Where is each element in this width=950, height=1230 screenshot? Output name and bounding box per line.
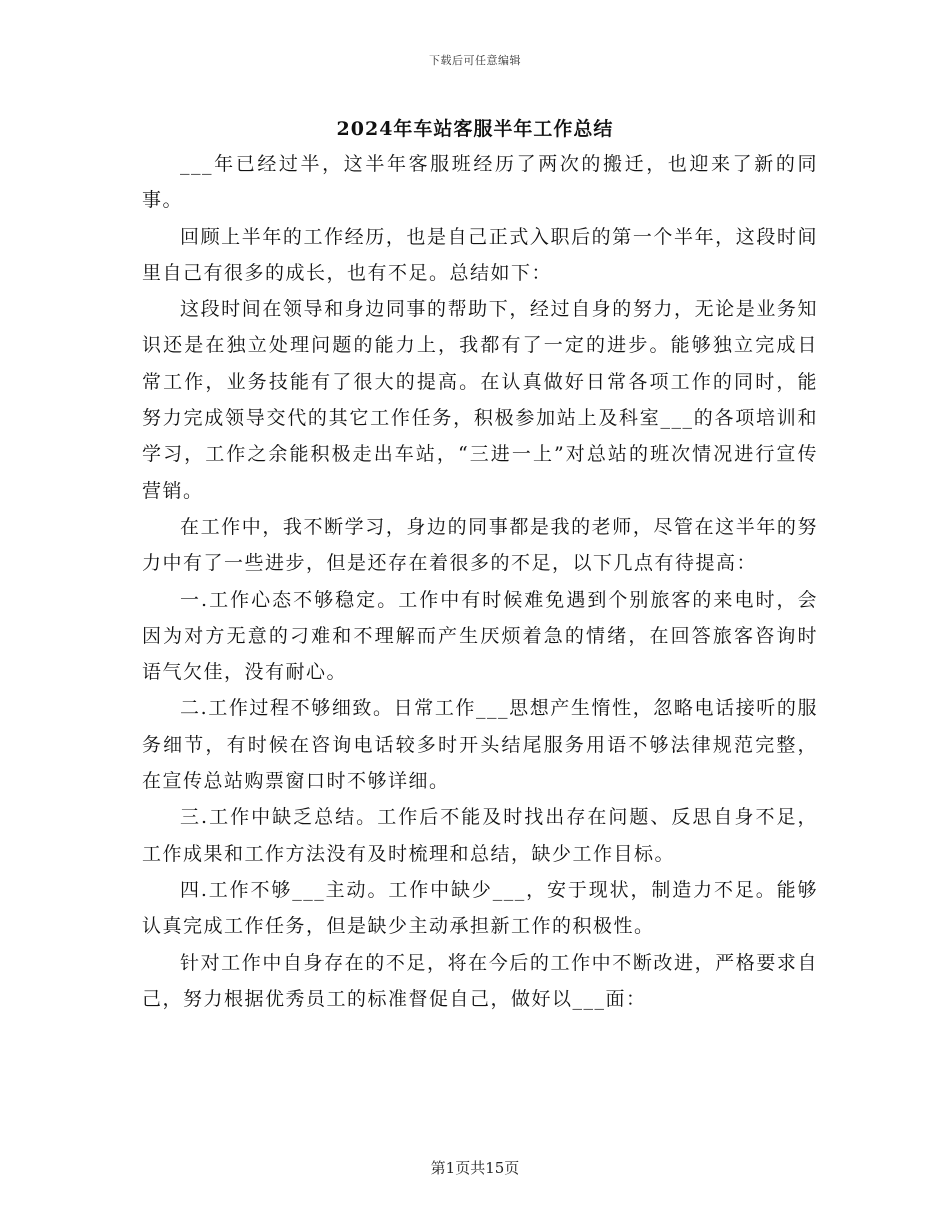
paragraph-3: 这段时间在领导和身边同事的帮助下，经过自身的努力，无论是业务知识还是在独立处理问题的能力上，我都有了一定的进步。能够独立完成日常工作，业务技能有了很大的提高。在认真做好日常各项工作的同时，能努力完成领导交代的其它工作任务，积极参加站上及科室___的各项培训和学习，工作之余能积极走出车站，“三进一上”对总站的班次情况进行宣传营销。 bbox=[142, 298, 818, 502]
document-title: 2024年车站客服半年工作总结 bbox=[336, 118, 614, 140]
paragraph-2: 回顾上半年的工作经历，也是自己正式入职后的第一个半年，这段时间里自己有很多的成长，也有不足。总结如下： bbox=[142, 225, 818, 284]
paragraph-7: 三.工作中缺乏总结。工作后不能及时找出存在问题、反思自身不足，工作成果和工作方法没有及时梳理和总结，缺少工作目标。 bbox=[142, 806, 818, 865]
paragraph-8: 四.工作不够___主动。工作中缺少___，安于现状，制造力不足。能够认真完成工作任务，但是缺少主动承担新工作的积极性。 bbox=[142, 878, 818, 938]
page-number: 第1页共15页 bbox=[430, 1159, 520, 1177]
document-body bbox=[142, 146, 818, 1017]
paragraph-9: 针对工作中自身存在的不足，将在今后的工作中不断改进，严格要求自己，努力根据优秀员工的标准督促自己，做好以___面： bbox=[142, 951, 818, 1010]
page-header-note: 下载后可任意编辑 bbox=[429, 54, 521, 67]
paragraph-1: ___年已经过半，这半年客服班经历了两次的搬迁，也迎来了新的同事。 bbox=[142, 153, 818, 212]
paragraph-5: 一.工作心态不够稳定。工作中有时候难免遇到个别旅客的来电时，会因为对方无意的刁难和不理解而产生厌烦着急的情绪，在回答旅客咨询时语气欠佳，没有耐心。 bbox=[142, 588, 818, 684]
paragraph-6: 二.工作过程不够细致。日常工作___思想产生惰性，忽略电话接听的服务细节，有时候在咨询电话较多时开头结尾服务用语不够法律规范完整，在宣传总站购票窗口时不够详细。 bbox=[142, 697, 818, 793]
paragraph-4: 在工作中，我不断学习，身边的同事都是我的老师，尽管在这半年的努力中有了一些进步，但是还存在着很多的不足，以下几点有待提高： bbox=[142, 515, 818, 575]
